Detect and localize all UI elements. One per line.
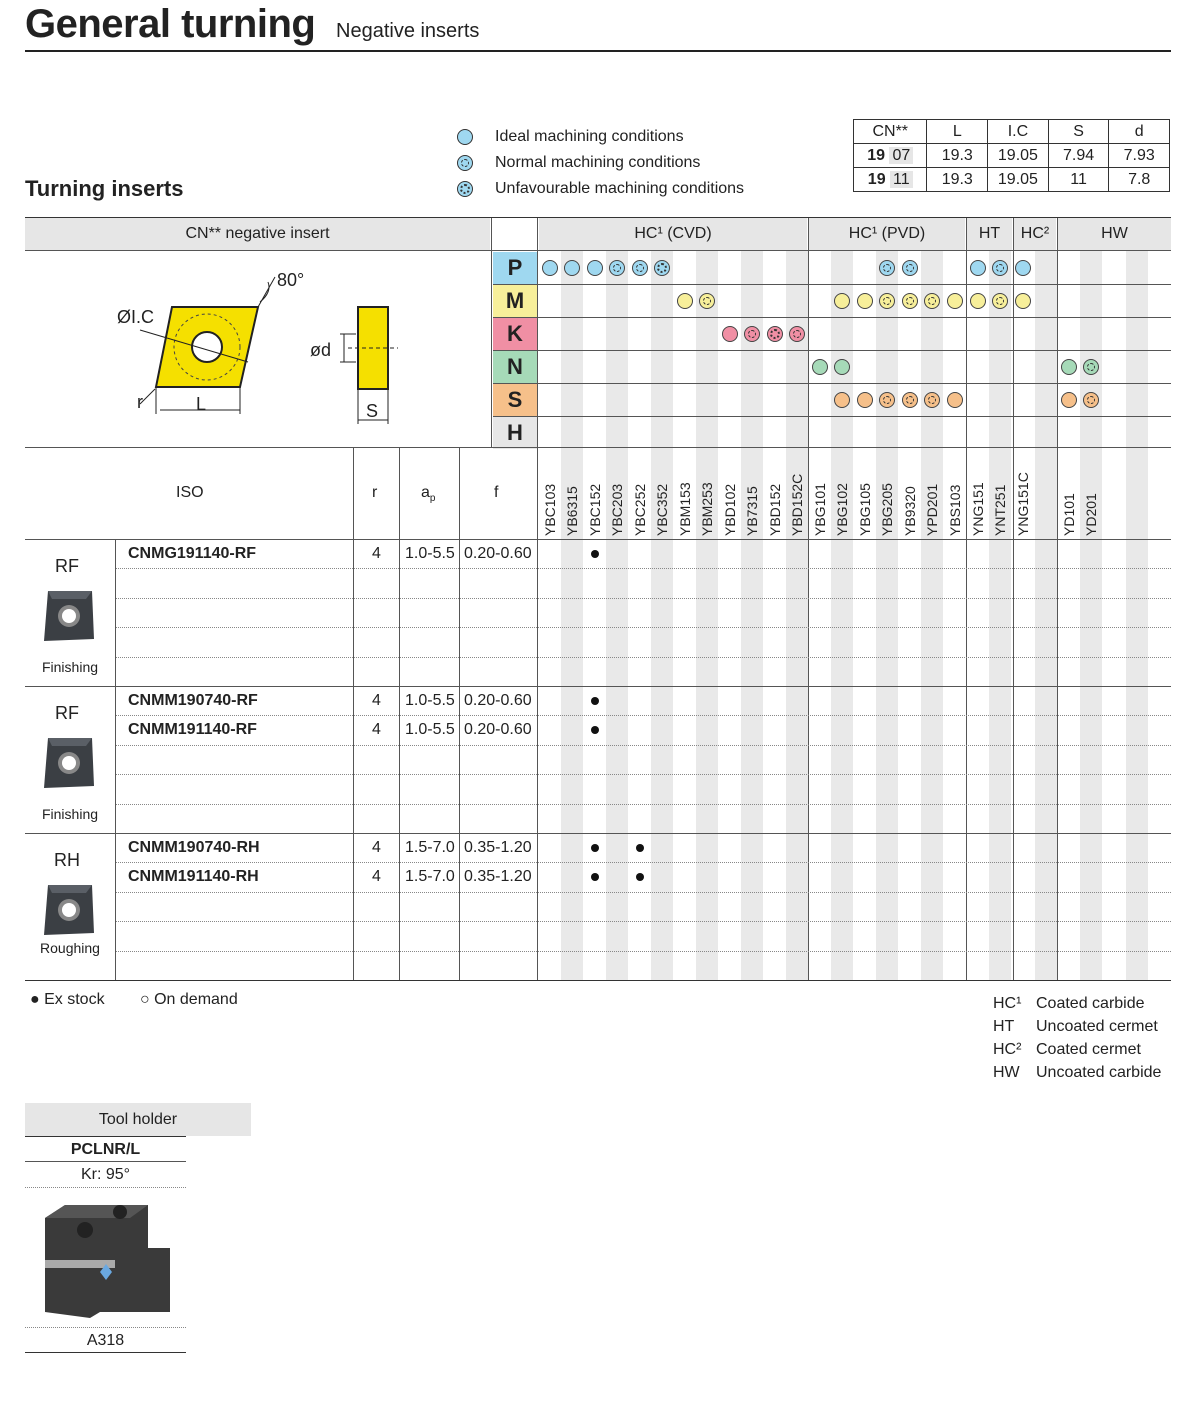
normal-condition-icon	[1083, 359, 1099, 375]
normal-condition-icon	[609, 260, 625, 276]
grade-band	[1035, 251, 1057, 980]
grade-label: YB9320	[902, 486, 918, 536]
grade-label: YBS103	[947, 484, 963, 536]
ideal-condition-icon	[970, 293, 986, 309]
f-value: 0.35-1.20	[464, 868, 532, 886]
tool-holder-kr: Kr: 95°	[80, 1166, 131, 1183]
tool-holder-name: PCLNR/L	[70, 1141, 141, 1158]
dims-header: d	[1109, 120, 1170, 144]
material-row-rule	[493, 284, 1171, 285]
ex-stock-dot	[591, 873, 599, 881]
f-column-header: f	[494, 484, 499, 501]
legend-normal: Normal machining conditions	[495, 154, 701, 171]
radius-value: 4	[372, 868, 381, 886]
dims-cell: 7.93	[1109, 144, 1170, 168]
grade-label: YBD102	[722, 483, 738, 536]
row-divider	[116, 745, 1171, 746]
dims-cell: 7.94	[1048, 144, 1109, 168]
grade-label: YNT251	[992, 484, 1008, 536]
on-demand-legend: ○ On demand	[140, 991, 238, 1008]
grade-label: YB6315	[564, 486, 580, 536]
ex-stock-dot	[636, 873, 644, 881]
grade-label: YBC203	[609, 483, 625, 536]
material-row-rule	[493, 350, 1171, 351]
grade-label: YBG101	[812, 483, 828, 536]
series-note: Finishing	[41, 806, 99, 822]
normal-condition-icon	[744, 326, 760, 342]
col-sep-grades	[537, 218, 538, 981]
series-divider	[25, 833, 1171, 834]
series-code: RH	[54, 850, 80, 870]
group-hc1-pvd: HC¹ (PVD)	[809, 218, 965, 250]
page-title: General turning	[25, 2, 316, 46]
legend-ideal: Ideal machining conditions	[495, 128, 684, 145]
tool-holder-code: A318	[86, 1332, 125, 1349]
r-column-header: r	[372, 484, 378, 501]
iso-header-top-rule	[25, 447, 1171, 448]
grade-band	[741, 251, 763, 980]
f-value: 0.20-0.60	[464, 545, 532, 562]
row-divider	[116, 804, 1171, 805]
normal-condition-icon	[992, 293, 1008, 309]
ap-value: 1.5-7.0	[405, 868, 455, 886]
normal-condition-icon	[902, 293, 918, 309]
normal-condition-icon	[992, 260, 1008, 276]
iso-column-header: ISO	[176, 484, 204, 501]
drawing-r: r	[137, 392, 143, 412]
drawing-d: ød	[310, 340, 332, 360]
series-divider	[25, 686, 1171, 687]
grade-band	[606, 251, 628, 980]
ex-stock-dot	[636, 844, 644, 852]
page-subtitle: Negative inserts	[336, 20, 480, 42]
dims-header: I.C	[988, 120, 1049, 144]
ideal-condition-icon	[677, 293, 693, 309]
group-hc1-cvd: HC¹ (CVD)	[539, 218, 807, 250]
grade-label: YBC103	[542, 483, 558, 536]
insert-image	[40, 587, 98, 645]
grade-band	[989, 251, 1011, 980]
dims-code: 19 07	[854, 144, 927, 168]
ideal-condition-icon	[722, 326, 738, 342]
grade-label: YBG105	[857, 483, 873, 536]
unfavourable-condition-icon	[654, 260, 670, 276]
dims-cell: 7.8	[1109, 168, 1170, 192]
material-k: K	[493, 318, 537, 350]
ap-value: 1.0-5.5	[405, 545, 455, 562]
ideal-condition-icon	[857, 392, 873, 408]
group-hw: HW	[1058, 218, 1171, 250]
series-code: RF	[55, 703, 79, 723]
grade-label: YBG102	[834, 483, 850, 536]
legend-unfavourable: Unfavourable machining conditions	[495, 180, 745, 197]
ap-value: 1.0-5.5	[405, 721, 455, 739]
row-divider	[116, 921, 1171, 922]
dims-header: CN**	[854, 120, 927, 144]
drawing-L: L	[196, 394, 207, 414]
dims-cell: 19.05	[988, 168, 1049, 192]
grade-label: YBC252	[632, 483, 648, 536]
tool-holder-rule	[25, 1327, 186, 1328]
series-note: Roughing	[40, 940, 100, 956]
grade-band	[561, 251, 583, 980]
section-title: Turning inserts	[25, 176, 184, 201]
ex-stock-dot	[591, 726, 599, 734]
insert-drawing	[100, 262, 430, 432]
drawing-ic: ØI.C	[117, 307, 155, 327]
material-row-rule	[493, 317, 1171, 318]
material-s: S	[493, 384, 537, 416]
ideal-condition-icon	[564, 260, 580, 276]
ideal-condition-icon	[1015, 293, 1031, 309]
material-row-rule	[493, 416, 1171, 417]
col-sep-ap	[399, 447, 400, 981]
dimensions-table	[853, 119, 1170, 192]
f-value: 0.20-0.60	[464, 692, 532, 709]
grade-label: YBD152	[767, 483, 783, 536]
iso-code: CNMM190740-RH	[128, 839, 260, 856]
ideal-condition-icon	[834, 392, 850, 408]
title-rule	[25, 50, 1171, 52]
series-code: RF	[55, 556, 79, 576]
tool-holder-rule	[25, 1352, 186, 1353]
normal-condition-icon	[789, 326, 805, 342]
iso-code: CNMM191140-RH	[128, 868, 259, 886]
group-hc2: HC²	[1014, 218, 1056, 250]
dims-code: 19 11	[854, 168, 927, 192]
col-sep-series	[115, 539, 116, 981]
grade-label: YBM253	[699, 482, 715, 536]
tool-holder-rule	[25, 1161, 186, 1162]
dims-cell: 19.3	[927, 144, 988, 168]
tool-holder-rule	[25, 1187, 186, 1188]
tool-holder-image	[40, 1200, 175, 1318]
abbreviations: HC¹ Coated carbide HT Uncoated cermet HC² Coated cermet HW Uncoated carbide	[993, 995, 1162, 1081]
group-ht: HT	[967, 218, 1012, 250]
normal-condition-icon	[1083, 392, 1099, 408]
dims-cell: 11	[1048, 168, 1109, 192]
group-separator	[1057, 218, 1058, 980]
dims-header: S	[1048, 120, 1109, 144]
dims-cell: 19.05	[988, 144, 1049, 168]
row-divider	[116, 951, 1171, 952]
normal-condition-icon	[699, 293, 715, 309]
material-n: N	[493, 351, 537, 383]
radius-value: 4	[372, 721, 381, 739]
grade-band	[876, 251, 898, 980]
dims-cell: 19.3	[927, 168, 988, 192]
grade-label: YD101	[1061, 493, 1077, 536]
ideal-condition-icon	[947, 293, 963, 309]
tool-holder-title: Tool holder	[25, 1103, 251, 1136]
drawing-S: S	[366, 401, 379, 421]
grade-label: YBC152	[587, 483, 603, 536]
ideal-condition-icon	[970, 260, 986, 276]
unfavourable-condition-icon	[767, 326, 783, 342]
normal-condition-icon	[902, 392, 918, 408]
grade-label: YPD201	[924, 483, 940, 536]
radius-value: 4	[372, 545, 381, 562]
group-separator	[808, 218, 809, 980]
ap-value: 1.0-5.5	[405, 692, 455, 709]
unfavourable-condition-icon	[457, 181, 473, 197]
ideal-condition-icon	[857, 293, 873, 309]
iso-code: CNMM190740-RF	[128, 692, 258, 709]
grade-label: YBD152C	[789, 473, 805, 536]
grade-band	[1126, 251, 1148, 980]
ap-column-header: $a_p$	[421, 484, 436, 505]
ideal-condition-icon	[1061, 392, 1077, 408]
grade-band	[786, 251, 808, 980]
col-sep-r	[353, 447, 354, 981]
normal-condition-icon	[924, 293, 940, 309]
iso-header-bottom-rule	[25, 539, 1171, 540]
grade-label: YBG205	[879, 483, 895, 536]
tool-holder-rule	[25, 1136, 186, 1137]
drawing-angle: 80°	[277, 270, 305, 290]
ex-stock-legend: ● Ex stock	[30, 991, 105, 1008]
insert-image	[40, 734, 98, 792]
grade-band	[921, 251, 943, 980]
normal-condition-icon	[879, 260, 895, 276]
grade-label: YB7315	[744, 486, 760, 536]
ideal-condition-icon	[947, 392, 963, 408]
ideal-condition-icon	[587, 260, 603, 276]
grade-band	[696, 251, 718, 980]
ideal-condition-icon	[834, 359, 850, 375]
grade-label: YBC352	[654, 483, 670, 536]
ex-stock-dot	[591, 844, 599, 852]
ap-value: 1.5-7.0	[405, 839, 455, 856]
grade-label: YD201	[1083, 493, 1099, 536]
ex-stock-dot	[591, 550, 599, 558]
normal-condition-icon	[902, 260, 918, 276]
group-separator	[966, 218, 967, 980]
row-divider	[116, 627, 1171, 628]
row-divider	[116, 892, 1171, 893]
material-p: P	[493, 252, 537, 284]
ideal-condition-icon	[812, 359, 828, 375]
ideal-condition-icon	[457, 129, 473, 145]
grade-label: YNG151	[970, 482, 986, 536]
normal-condition-icon	[457, 155, 473, 171]
grade-band	[651, 251, 673, 980]
table-bottom-rule	[25, 980, 1171, 981]
material-m: M	[493, 285, 537, 317]
f-value: 0.20-0.60	[464, 721, 532, 739]
normal-condition-icon	[879, 392, 895, 408]
row-divider	[116, 774, 1171, 775]
insert-image	[40, 881, 98, 939]
ideal-condition-icon	[542, 260, 558, 276]
normal-condition-icon	[879, 293, 895, 309]
normal-condition-icon	[924, 392, 940, 408]
row-divider	[116, 715, 1171, 716]
dims-header: L	[927, 120, 988, 144]
row-divider	[116, 862, 1171, 863]
insert-header: CN** negative insert	[25, 218, 490, 250]
row-divider	[116, 657, 1171, 658]
ex-stock-dot	[591, 697, 599, 705]
normal-condition-icon	[632, 260, 648, 276]
f-value: 0.35-1.20	[464, 839, 532, 856]
row-divider	[116, 598, 1171, 599]
iso-code: CNMM191140-RF	[128, 721, 257, 739]
radius-value: 4	[372, 839, 381, 856]
material-h: H	[493, 417, 537, 449]
material-row-rule	[493, 383, 1171, 384]
row-divider	[116, 568, 1171, 569]
series-note: Finishing	[41, 659, 99, 675]
ideal-condition-icon	[1015, 260, 1031, 276]
iso-code: CNMG191140-RF	[128, 545, 257, 562]
ideal-condition-icon	[1061, 359, 1077, 375]
group-separator	[1013, 218, 1014, 980]
ideal-condition-icon	[834, 293, 850, 309]
group-separator	[491, 218, 492, 447]
col-sep-f	[459, 447, 460, 981]
radius-value: 4	[372, 692, 381, 709]
grade-label: YNG151C	[1015, 472, 1031, 536]
grade-label: YBM153	[677, 482, 693, 536]
